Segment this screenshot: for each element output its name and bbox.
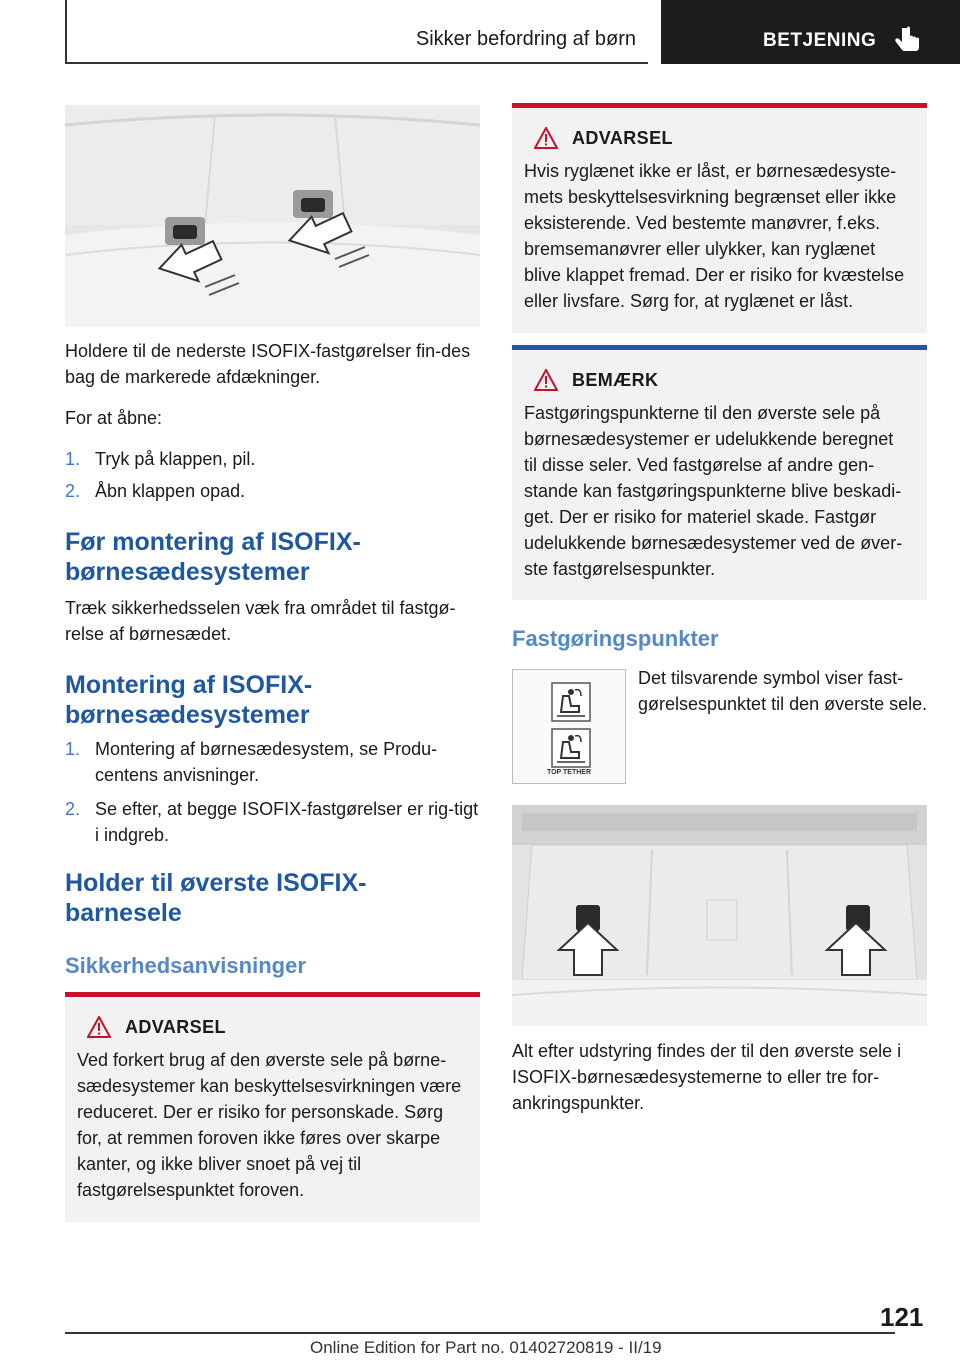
warning-text: Hvis ryglænet ikke er låst, er børnesædesyste-mets beskyttelsesvirkning begrænset eller ikke eksisterende. Ved bestemte manøvrer, f.eks. bremsemanøvrer eller ulykker, kan ryglænet blive klappet fremad. Der er risiko for kvæstelse eller livsfare. Sørg for, at ryglænet er låst. [524,161,905,311]
warning-text: Ved forkert brug af den øverste sele på børne-sædesystemer kan beskyttelsesvirkningen være reduceret. Der er risiko for personskade. Sørg for, at remmen foroven ikke føres over skarpe kanter, og ikke bliver snoet på vej til fastgørelsespunktet foroven. [77,1050,462,1200]
footer-edition: Online Edition for Part no. 01402720819 - II/19 [310,1338,662,1357]
before-mounting-text: Træk sikkerhedsselen væk fra området til fastgø-relse af børnesædet. [65,598,456,644]
list-item: 1. Tryk på klappen, pil. [65,449,256,469]
trunk-anchor-points-image [512,805,927,1026]
open-intro: For at åbne: [65,408,163,428]
header-chapter-tab [661,0,960,64]
caution-triangle-icon [534,369,558,391]
warning-triangle-icon [87,1016,111,1038]
page-number: 121 [880,1302,924,1332]
note-title: BEMÆRK [572,369,659,390]
subheading-safety: Sikkerhedsanvisninger [65,953,306,978]
heading-before-mounting: Før montering af ISOFIX- børnesædesystemer [65,528,361,586]
warning-title: ADVARSEL [572,127,673,148]
anchor-points-text: Alt efter udstyring findes der til den øverste sele i ISOFIX-børnesædesystemerne to eller tre for-ankringspunkter. [512,1041,902,1113]
warning-box-left [65,992,480,1222]
warning-box-right [512,103,927,333]
chapter-label: BETJENING [763,30,877,51]
footer-divider [65,1332,895,1334]
warning-title: ADVARSEL [125,1016,226,1037]
heading-anchor-points: Fastgøringspunkter [512,626,719,651]
child-seat-tether-icon [551,728,591,768]
symbol-description: Det tilsvarende symbol viser fast-gørelsespunktet til den øverste sele. [638,668,928,714]
section-title: Sikker befordring af børn [415,28,636,50]
rear-seat-isofix-image [65,105,480,327]
symbol-label: TOP TETHER [546,769,592,776]
heading-mounting: Montering af ISOFIX- børnesædesystemer [65,671,313,729]
list-item: 2. Åbn klappen opad. [65,481,246,501]
mount-steps-list [65,736,480,848]
child-seat-tether-icon [551,682,591,722]
hand-pointer-icon [893,26,923,56]
list-item: 2. Se efter, at begge ISOFIX-fastgørelser er rig-tigt i indgreb. [65,799,479,845]
top-tether-symbol-panel [512,669,626,784]
open-steps-list [65,446,480,504]
note-text: Fastgøringspunkterne til den øverste sele på børnesædesystemer er udelukkende beregnet til disse seler. Ved fastgørelse af andre gen-stande kan fastgøringspunkterne blive beskadi-get. Der er risiko for materiel skade. Fastgør udelukkende børnesædesystemer ved de øver-ste fastgørelsespunkter. [524,403,903,579]
header-section-tab [65,0,648,64]
warning-triangle-icon [534,127,558,149]
note-box [512,345,927,600]
image-caption: Holdere til de nederste ISOFIX-fastgørelser fin-des bag de markerede afdækninger. [65,341,471,387]
heading-top-tether-holder: Holder til øverste ISOFIX- barnesele [65,869,367,927]
list-item: 1. Montering af børnesædesystem, se Produ-centens anvisninger. [65,739,438,785]
